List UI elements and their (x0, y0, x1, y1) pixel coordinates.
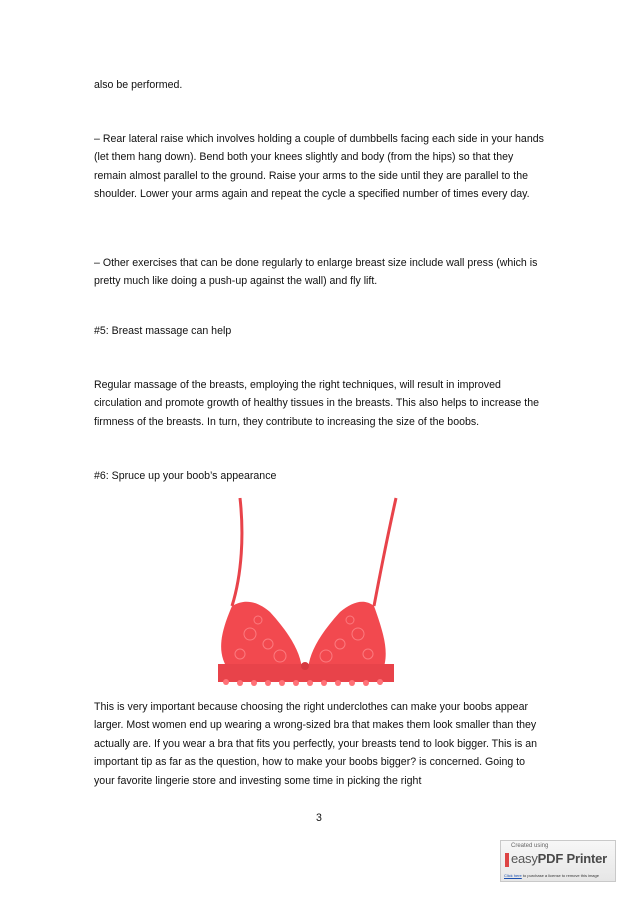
badge-note (504, 873, 599, 878)
easypdf-printer-badge[interactable] (500, 840, 616, 882)
paragraph-other-exercises: – Other exercises that can be done regularly to enlarge breast size include wall press (which is pretty much like doing a push-up against the wall) and fly lift. (94, 257, 538, 288)
easypdf-logo-icon (505, 853, 509, 867)
badge-note-text: to purchase a license to remove this image (521, 873, 599, 878)
page-number: 3 (316, 812, 322, 824)
heading-breast-massage: #5: Breast massage can help (94, 325, 232, 337)
bra-image (210, 494, 398, 686)
badge-brand-pdf: PDF Printer (537, 851, 607, 866)
paragraph-intro: also be performed. (94, 79, 183, 91)
paragraph-massage: Regular massage of the breasts, employing the right techniques, will result in improved circulation and promote growth of healthy tissues in the breasts. This also helps to increase the firmness of the breasts. In turn, they contribute to increasing the size of the boobs. (94, 379, 539, 428)
badge-click-here-link[interactable]: Click here (504, 873, 522, 878)
heading-spruce-up: #6: Spruce up your boob’s appearance (94, 470, 277, 482)
paragraph-rear-lateral-raise: – Rear lateral raise which involves holding a couple of dumbbells facing each side in your hands (let them hang down). Bend both your knees slightly and body (from the hips) so that they remain almost parallel to the ground. Raise your arms to the side until they are parallel to the shoulder. Lower your arms again and repeat the cycle a specified number of times every day. (94, 133, 544, 201)
red-lace-bra-icon (210, 494, 398, 686)
badge-brand-easy: easy (511, 851, 538, 866)
badge-brand-text (511, 851, 607, 866)
paragraph-underclothes: This is very important because choosing the right underclothes can make your boobs appear larger. Most women end up wearing a wrong-sized bra that makes them look smaller than they actually are. If you wear a bra that fits you perfectly, your breasts tend to look bigger. This is an important tip as far as the question, how to make your boobs bigger? is concerned. Going to your favorite lingerie store and investing some time in picking the right (94, 701, 538, 787)
badge-created-text: Created using (511, 843, 549, 849)
